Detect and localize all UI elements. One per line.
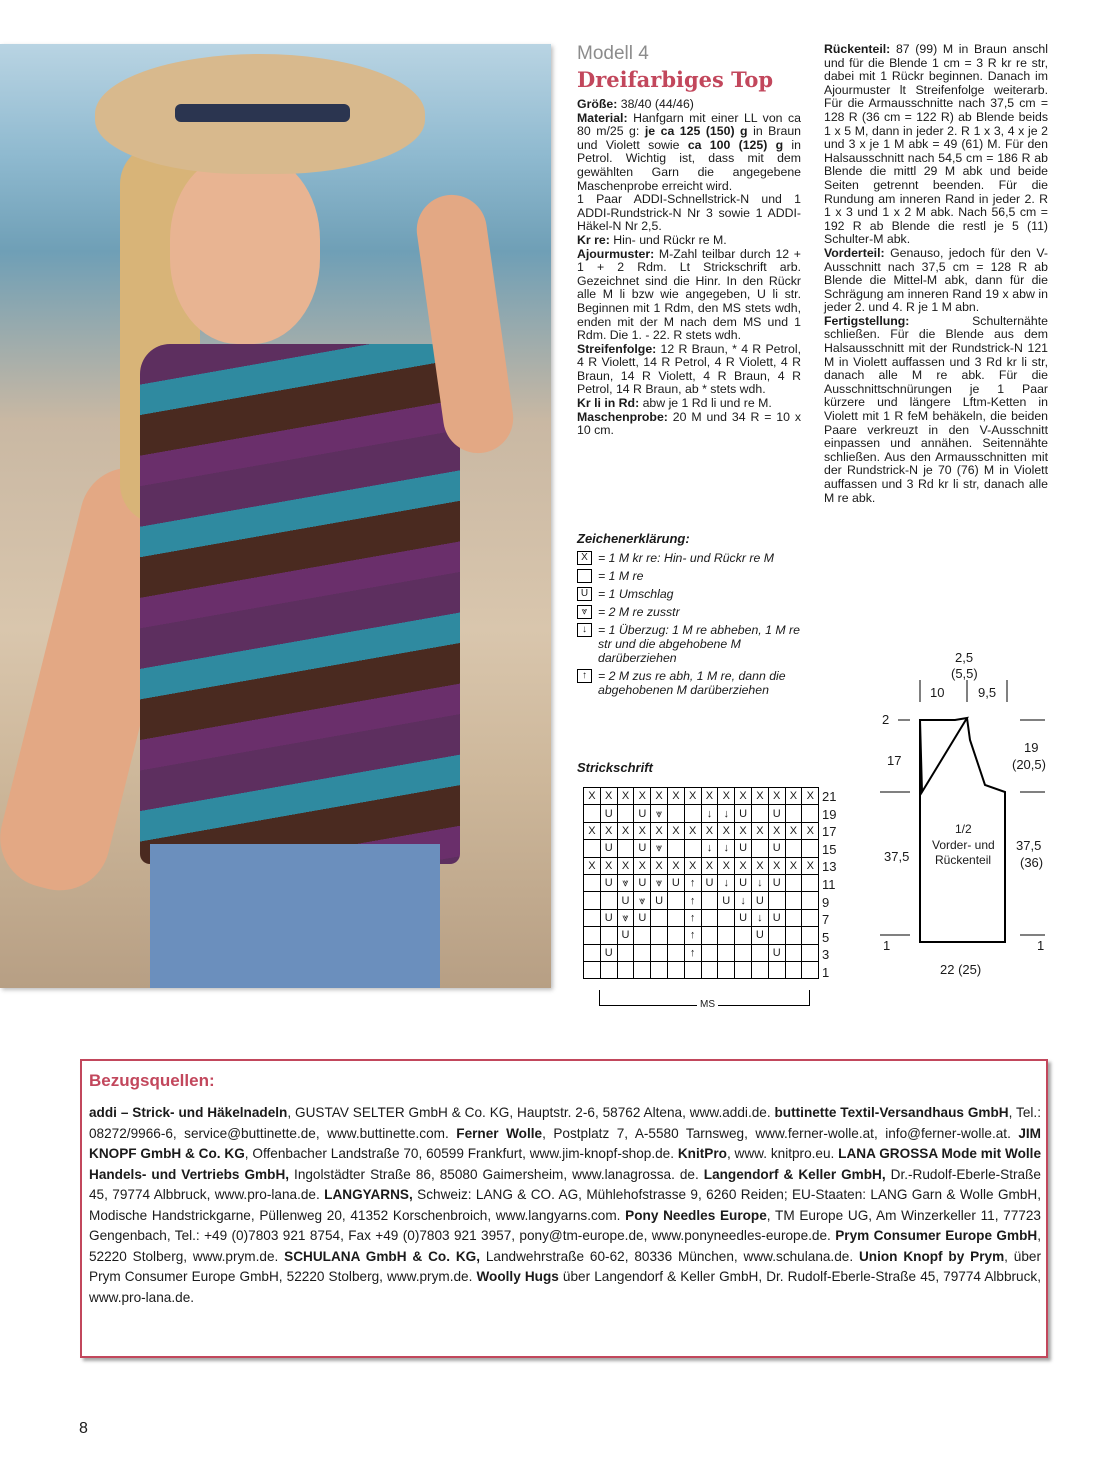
page-number: 8 bbox=[79, 1420, 88, 1437]
schematic-label: 2 bbox=[882, 712, 890, 727]
sources-text: addi – Strick- und Häkelnadeln, GUSTAV SELTER GmbH & Co. KG, Hauptstr. 2-6, 58762 Altena, www.addi.de. buttinette Textil-Versandhaus GmbH, Tel.: 08272/9966-6, service@buttinette.de, www.buttinette.com. Ferner Wolle, Postplatz 7, A-5580 Tarnsweg, www.ferner-wolle.at, info@ferner-wolle.at. JIM KNOPF GmbH & Co. KG, Offenbacher Landstraße 70, 60599 Frankfurt, www.jim-knopf-shop.de. KnitPro, www. knitpro.eu. LANA GROSSA Mode mit Wolle Handels- und Vertriebs GmbH, Ingolstädter Straße 86, 85080 Gaimersheim, www.lanagrossa. de. Langendorf & Keller GmbH, Dr.-Rudolf-Eberle-Straße 45, 79774 Albbruck, www.pro-lana.de. LANGYARNS, Schweiz: LANG & CO. AG, Mühlehofstrasse 9, 6260 Reiden; EU-Staaten: LANG Garn & Wolle GmbH, Modische Handstrickgarne, Püllenweg 20, 41352 Korschenbroich, www.langyarns.com. Pony Needles Europe, TM Europe UG, Am Winzerkeller 11, 77723 Gengenbach, Tel.: +49 (0)7803 921 8754, Fax +49 (0)7803 921 3957, pony@tm-europe.de, www.ponyneedles-europe.de. Prym Consumer Europe GmbH, 52220 Stolberg, www.prym.de. SCHULANA GmbH & Co. KG, Landwehrstraße 60-62, 80336 München, www.schulana.de. Union Knopf by Prym, über Prym Consumer Europe GmbH, 52220 Stolberg, www.prym.de. Woolly Hugs über Langendorf & Keller GmbH, Dr. Rudolf-Eberle-Straße 45, 79774 Albbruck, www.pro-lana.de. bbox=[89, 1105, 1042, 1305]
ms-label: MS bbox=[697, 999, 718, 1010]
schematic-label: 37,5 bbox=[1016, 838, 1042, 853]
schematic-label: 10 bbox=[930, 685, 945, 700]
chart-row-numbers: 21 19 17 15 13 11 9 7 5 3 1 bbox=[822, 789, 837, 980]
model-photo bbox=[0, 44, 551, 988]
schematic-label: 1 bbox=[883, 938, 891, 953]
sources-title: Bezugsquellen: bbox=[89, 1071, 215, 1090]
schematic-label: 2,5 bbox=[955, 650, 974, 665]
page-title: Dreifarbiges Top bbox=[577, 67, 774, 92]
legend-item: ⩔ = 2 M re zusstr bbox=[577, 605, 802, 619]
schematic-label: Vorder- und bbox=[932, 838, 995, 852]
schematic-label: 19 bbox=[1024, 740, 1039, 755]
schematic-label: (20,5) bbox=[1012, 757, 1046, 772]
instructions-right: Rückenteil: 87 (99) M in Braun anschl und für die Blende 1 cm = 3 R kr re str, dabei mit 1 Rückr beginnen. Danach im Ajourmuster lt Streifenfolge weiterarb. Für die Armausschnitte nach 37,5 cm = 128 R (36 cm = 122 R) ab Blende beids 1 x 5 M, dann in jeder 2. R 1 x 3, 4 x je 2 und 3 x je 1 M abk = 49 (61) M. Für den Halsausschnitt nach 54,5 cm = 186 R ab Blende die mittl 29 M abk und beide Seiten getrennt beenden. Für die Rundung am inneren Rand in jeder 2. R 1 x 3 und 1 x 2 M abk. Nach 56,5 cm = 192 R ab Blende die restl je 5 (11) Schulter-M abk. Vorderteil: Genauso, jedoch für den V-Ausschnitt nach 37,5 cm = 128 R ab Blende die Mittel-M abk, dann für die Schrägung am inneren Rand 19 x abw in jeder 2. und 4. R je 1 M abn. Fertigstellung: Schulternähte schließen. Für die Blende aus dem Halsausschnitt mit der Rundstrick-N 121 M in Violett auffassen und 3 Rd kr li str, danach alle M re abk. Für die Ausschnittschnürungen je 1 Paar kürzere und längere Lftm-Ketten in Violett mit 1 R feM behäkeln, die beiden Paare verkreuzt in den V-Ausschnitt einpassen und annähen. Seitennähte schließen. Aus den Armausschnitten mit der Rundstrick-N je 70 (76) M in Violett auffassen und 3 Rd kr li str, danach alle M re abk. bbox=[824, 42, 1048, 505]
schematic-label: Rückenteil bbox=[935, 853, 992, 867]
schematic-label: (5,5) bbox=[951, 666, 978, 681]
legend-title: Zeichenerklärung: bbox=[577, 531, 690, 546]
sources-box bbox=[80, 1059, 1048, 1358]
legend bbox=[577, 551, 802, 701]
legend-item: = 1 M re bbox=[577, 569, 802, 583]
legend-item: ↓ = 1 Überzug: 1 M re abheben, 1 M re str und die abgehobene M darüberziehen bbox=[577, 623, 802, 665]
schematic-label: (36) bbox=[1020, 855, 1044, 870]
schematic-label: 1/2 bbox=[955, 822, 972, 836]
chart-title: Strickschrift bbox=[577, 760, 653, 775]
schematic-label: 22 (25) bbox=[940, 962, 982, 977]
model-number: Modell 4 bbox=[577, 43, 649, 64]
schematic-label: 9,5 bbox=[978, 685, 997, 700]
schematic-label: 17 bbox=[887, 753, 902, 768]
knitting-chart: X X X X X X X X X X X X X X U U ⩔ ↓ ↓ U U X X X X X X X X X X X X X X U U ⩔ ↓ ↓ U U X X X X X X X X X X X X X X U ⩔ U ⩔ U ↑ U ↓ U ↓ U U ⩔ U ↑ U ↓ U U ⩔ U ↑ U ↓ U U ↑ U U ↑ U bbox=[583, 787, 819, 979]
schematic-label: 1 bbox=[1037, 938, 1045, 953]
legend-item: U = 1 Umschlag bbox=[577, 587, 802, 601]
instructions-left: Größe: 38/40 (44/46) Material: Hanfgarn mit einer LL von ca 80 m/25 g: je ca 125 (150) g in Braun und Violett sowie ca 100 (125) g in Petrol. Wichtig ist, dass mit dem gewählten Garn die angegebene Maschenprobe erreicht wird. 1 Paar ADDI-Schnellstrick-N und 1 ADDI-Rundstrick-N Nr 3 sowie 1 ADDI-Häkel-N Nr 2,5. Kr re: Hin- und Rückr re M. Ajourmuster: M-Zahl teilbar durch 12 + 1 + 2 Rdm. Lt Strickschrift arb. Gezeichnet sind die Hinr. In den Rückr alle M li bzw wie angegeben, U li str. Beginnen mit 1 Rdm, den MS stets wdh, enden mit der M nach dem MS und 1 Rdm. Die 1. - 22. R stets wdh. Streifenfolge: 12 R Braun, * 4 R Petrol, 4 R Violett, 14 R Petrol, 4 R Violett, 4 R Braun, 14 R Violett, 4 R Braun, 4 R Petrol, 14 R Braun, ab * stets wdh. Kr li in Rd: abw je 1 Rd li und re M. Maschenprobe: 20 M und 34 R = 10 x 10 cm. bbox=[577, 97, 801, 438]
legend-item: ↑ = 2 M zus re abh, 1 M re, dann die abgehobenen M darüberziehen bbox=[577, 669, 802, 697]
legend-item: X = 1 M kr re: Hin- und Rückr re M bbox=[577, 551, 802, 565]
schematic-label: 37,5 bbox=[884, 849, 910, 864]
